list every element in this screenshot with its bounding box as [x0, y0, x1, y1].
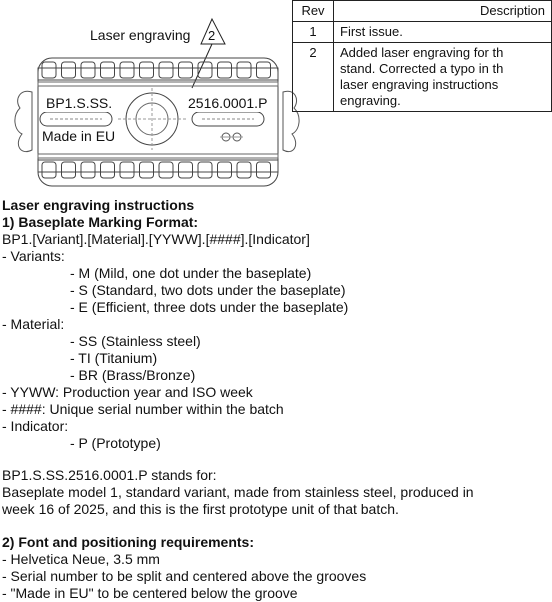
material-item: - TI (Titanium): [70, 350, 158, 366]
indicator-item: - P (Prototype): [70, 435, 161, 451]
requirement-item: - "Made in EU" to be centered below the groove: [2, 585, 298, 601]
tooth: [218, 62, 232, 78]
engraving-text-bottom: Made in EU: [42, 128, 116, 144]
example-intro: BP1.S.SS.2516.0001.P stands for:: [2, 467, 217, 483]
description-cell: Added laser engraving for th stand. Corrected a typo in th laser engraving instructions engraving.: [334, 43, 552, 112]
serial-line: - ####: Unique serial number within the batch: [2, 401, 284, 417]
tooth: [120, 62, 134, 78]
indicator-label: - Indicator:: [2, 418, 69, 434]
tooth: [179, 162, 193, 178]
tooth: [81, 162, 95, 178]
tooth: [62, 62, 76, 78]
tooth: [257, 62, 271, 78]
tooth: [62, 162, 76, 178]
example-line: week 16 of 2025, and this is the first prototype unit of that batch.: [2, 501, 399, 517]
leader-line: [192, 44, 212, 88]
tooth: [140, 162, 154, 178]
engraving-text-right: 2516.0001.P: [188, 95, 268, 111]
tooth: [179, 62, 193, 78]
laser-engraving-label: Laser engraving: [90, 27, 191, 43]
tooth: [42, 162, 56, 178]
variants-label: - Variants:: [2, 248, 65, 264]
bottom-teeth: [42, 162, 271, 178]
tooth: [159, 62, 173, 78]
variant-item: - S (Standard, two dots under the baseplate): [70, 282, 346, 298]
tooth: [101, 162, 115, 178]
revision-marker: 2: [208, 28, 216, 43]
tooth: [159, 162, 173, 178]
format-line: BP1.[Variant].[Material].[YYWW].[####].[Indicator]: [2, 231, 310, 247]
material-item: - SS (Stainless steel): [70, 333, 201, 349]
left-side-bulge: [15, 91, 32, 151]
instructions-title: Laser engraving instructions: [2, 197, 195, 213]
tooth: [198, 162, 212, 178]
yyww-line: - YYWW: Production year and ISO week: [2, 384, 253, 400]
table-row: [293, 43, 552, 112]
tooth: [120, 162, 134, 178]
requirement-item: - Helvetica Neue, 3.5 mm: [2, 551, 160, 567]
section2-title: 2) Font and positioning requirements:: [2, 534, 254, 550]
revision-table-container: [292, 0, 545, 115]
tooth: [101, 62, 115, 78]
rev-cell: 2: [293, 43, 334, 112]
example-line: Baseplate model 1, standard variant, made from stainless steel, produced in: [2, 484, 474, 500]
tooth: [237, 62, 251, 78]
variant-item: - M (Mild, one dot under the baseplate): [70, 265, 312, 281]
description-cell: First issue.: [334, 22, 552, 43]
rev-header: Rev: [293, 1, 334, 22]
tooth: [218, 162, 232, 178]
section1-title: 1) Baseplate Marking Format:: [2, 214, 199, 230]
revision-table: [292, 0, 552, 112]
description-header: Description: [334, 1, 552, 22]
tooth: [81, 62, 95, 78]
tooth: [140, 62, 154, 78]
tooth: [237, 162, 251, 178]
material-label: - Material:: [2, 316, 65, 332]
variant-item: - E (Efficient, three dots under the baseplate): [70, 299, 349, 315]
tooth: [42, 62, 56, 78]
top-teeth: [42, 62, 271, 78]
tooth: [257, 162, 271, 178]
rev-cell: 1: [293, 22, 334, 43]
material-item: - BR (Brass/Bronze): [70, 367, 196, 383]
table-row: [293, 22, 552, 43]
requirement-item: - Serial number to be split and centered above the grooves: [2, 568, 367, 584]
engraving-text-left: BP1.S.SS.: [46, 95, 113, 111]
